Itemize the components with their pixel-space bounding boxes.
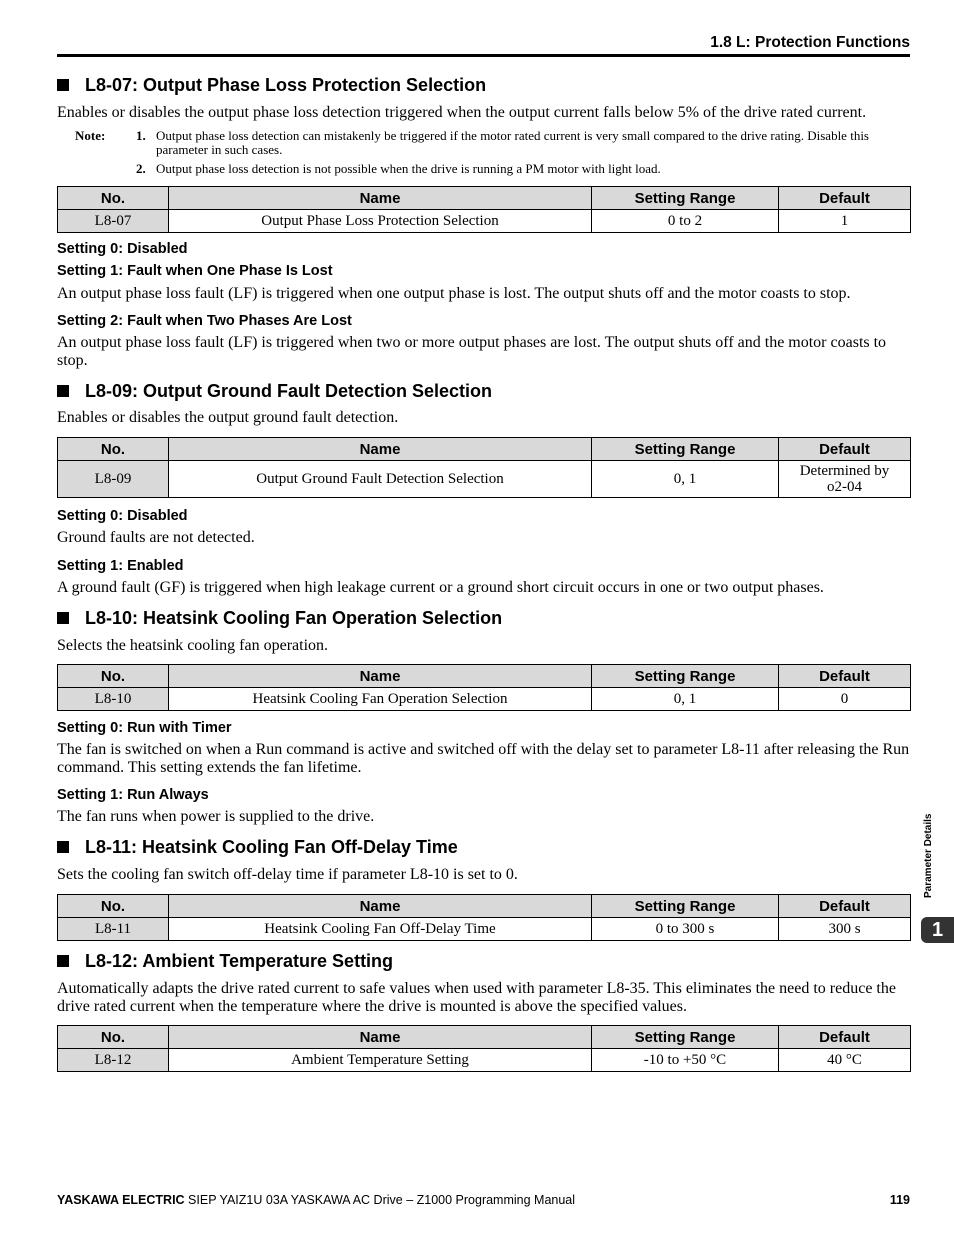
footer-manual: SIEP YAIZ1U 03A YASKAWA AC Drive – Z1000 Programming Manual: [184, 1193, 576, 1207]
col-header-name: Name: [169, 1026, 592, 1049]
table-row: [58, 210, 911, 233]
col-header-range: Setting Range: [592, 438, 779, 461]
section-heading-l8-11: [57, 835, 910, 859]
cell-name: Ambient Temperature Setting: [169, 1049, 592, 1072]
section-description: Selects the heatsink cooling fan operation.: [57, 637, 329, 654]
col-header-range: Setting Range: [592, 895, 779, 918]
col-header-no: No.: [58, 187, 169, 210]
cell-default: 1: [779, 210, 911, 233]
table-row: [58, 918, 911, 941]
cell-range: 0, 1: [592, 688, 779, 711]
col-header-no: No.: [58, 1026, 169, 1049]
cell-name: Heatsink Cooling Fan Operation Selection: [169, 688, 592, 711]
col-header-name: Name: [169, 895, 592, 918]
cell-default: 300 s: [779, 918, 911, 941]
parameter-table-l8-07: [57, 186, 911, 233]
setting-description: A ground fault (GF) is triggered when high leakage current or a ground short circuit occurs in one or two output phases.: [57, 579, 824, 596]
cell-name: Output Ground Fault Detection Selection: [169, 461, 592, 498]
bullet-square-icon: [57, 79, 69, 91]
setting-description: An output phase loss fault (LF) is triggered when one output phase is lost. The output shuts off and the motor coasts to stop.: [57, 285, 851, 302]
bullet-square-icon: [57, 385, 69, 397]
col-header-name: Name: [169, 187, 592, 210]
section-heading-l8-09: [57, 379, 910, 403]
setting-description: An output phase loss fault (LF) is triggered when two or more output phases are lost. The output shuts off and the motor coasts to stop.: [57, 334, 887, 369]
heading-text: L8-09: Output Ground Fault Detection Selection: [85, 380, 493, 401]
section-heading-l8-07: [57, 73, 910, 97]
cell-range: -10 to +50 °C: [592, 1049, 779, 1072]
note-number: 2.: [136, 161, 146, 176]
col-header-default: Default: [779, 438, 911, 461]
note-item: [57, 129, 910, 157]
cell-no: L8-11: [58, 918, 169, 941]
cell-no: L8-09: [58, 461, 169, 498]
col-header-range: Setting Range: [592, 187, 779, 210]
cell-no: L8-10: [58, 688, 169, 711]
col-header-default: Default: [779, 1026, 911, 1049]
header-rule: [57, 54, 910, 57]
cell-range: 0 to 300 s: [592, 918, 779, 941]
col-header-no: No.: [58, 895, 169, 918]
col-header-default: Default: [779, 187, 911, 210]
setting-heading: Setting 1: Fault when One Phase Is Lost: [57, 263, 333, 279]
parameter-table-l8-12: [57, 1025, 911, 1072]
col-header-default: Default: [779, 895, 911, 918]
table-header-row: [58, 895, 911, 918]
section-heading-l8-10: [57, 606, 910, 630]
page-number: 119: [889, 1193, 910, 1207]
col-header-name: Name: [169, 438, 592, 461]
cell-range: 0 to 2: [592, 210, 779, 233]
cell-name: Heatsink Cooling Fan Off-Delay Time: [169, 918, 592, 941]
parameter-table-l8-11: [57, 894, 911, 941]
table-header-row: [58, 1026, 911, 1049]
setting-description: Ground faults are not detected.: [57, 529, 255, 546]
setting-description: The fan is switched on when a Run command is active and switched off with the delay set to parameter L8-11 after releasing the Run command. This setting extends the fan lifetime.: [57, 741, 910, 776]
parameter-table-l8-10: [57, 664, 911, 711]
bullet-square-icon: [57, 841, 69, 853]
note-text: Output phase loss detection is not possible when the drive is running a PM motor with light load.: [156, 161, 661, 176]
parameter-table-l8-09: [57, 437, 911, 498]
cell-range: 0, 1: [592, 461, 779, 498]
cell-no: L8-12: [58, 1049, 169, 1072]
section-description: Sets the cooling fan switch off-delay time if parameter L8-10 is set to 0.: [57, 866, 518, 883]
col-header-no: No.: [58, 665, 169, 688]
table-header-row: [58, 187, 911, 210]
table-row: [58, 688, 911, 711]
side-tab-label: Parameter Details: [923, 813, 934, 898]
table-header-row: [58, 665, 911, 688]
table-row: [58, 1049, 911, 1072]
note-item: [57, 162, 910, 176]
bullet-square-icon: [57, 955, 69, 967]
setting-heading: Setting 2: Fault when Two Phases Are Lost: [57, 313, 352, 329]
heading-text: L8-11: Heatsink Cooling Fan Off-Delay Time: [85, 836, 458, 857]
table-header-row: [58, 438, 911, 461]
section-heading-l8-12: [57, 949, 910, 973]
note-label-spacer: [57, 162, 136, 176]
setting-heading: Setting 0: Disabled: [57, 508, 188, 524]
heading-text: L8-10: Heatsink Cooling Fan Operation Selection: [85, 607, 503, 628]
chapter-tab[interactable]: 1: [921, 917, 954, 943]
heading-text: L8-12: Ambient Temperature Setting: [85, 950, 394, 971]
setting-description: The fan runs when power is supplied to the drive.: [57, 808, 375, 825]
bullet-square-icon: [57, 612, 69, 624]
page-footer: [57, 1193, 910, 1207]
setting-heading: Setting 1: Enabled: [57, 558, 184, 574]
cell-default: 0: [779, 688, 911, 711]
cell-default: Determined by o2-04: [779, 461, 911, 498]
col-header-range: Setting Range: [592, 1026, 779, 1049]
col-header-default: Default: [779, 665, 911, 688]
heading-text: L8-07: Output Phase Loss Protection Selection: [85, 74, 487, 95]
col-header-range: Setting Range: [592, 665, 779, 688]
col-header-no: No.: [58, 438, 169, 461]
setting-heading: Setting 1: Run Always: [57, 787, 209, 803]
note-text: Output phase loss detection can mistakenly be triggered if the motor rated current is very small compared to the drive rating. Disable this parameter in such cases.: [156, 128, 869, 157]
note-label: Note:: [75, 128, 106, 143]
table-row: [58, 461, 911, 498]
page-section-title: 1.8 L: Protection Functions: [710, 34, 910, 51]
cell-no: L8-07: [58, 210, 169, 233]
cell-name: Output Phase Loss Protection Selection: [169, 210, 592, 233]
col-header-name: Name: [169, 665, 592, 688]
section-description: Enables or disables the output ground fault detection.: [57, 409, 399, 426]
section-description: Enables or disables the output phase loss detection triggered when the output current falls below 5% of the drive rated current.: [57, 104, 867, 121]
footer-brand: YASKAWA ELECTRIC: [57, 1193, 185, 1207]
setting-heading: Setting 0: Disabled: [57, 241, 188, 257]
cell-default: 40 °C: [779, 1049, 911, 1072]
footer-text: [57, 1193, 575, 1207]
setting-heading: Setting 0: Run with Timer: [57, 720, 232, 736]
section-description: Automatically adapts the drive rated current to safe values when used with parameter L8-35. This eliminates the need to reduce the drive rated current when the temperature where the drive is mounted is above the specified values.: [57, 980, 896, 1015]
note-number: 1.: [136, 128, 146, 143]
